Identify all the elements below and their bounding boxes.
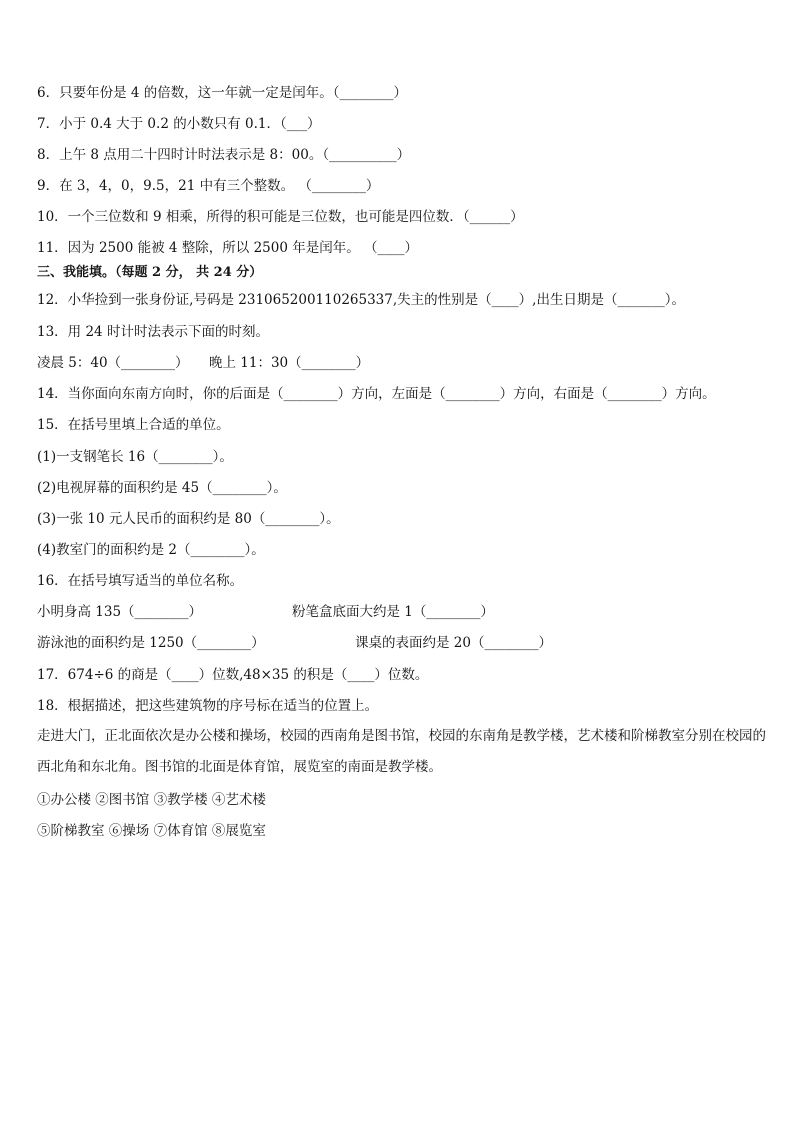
question-13-b: 晚上 11：30（________）	[209, 355, 370, 371]
question-15-2: (2)电视屏幕的面积约是 45（________）。	[37, 480, 287, 496]
section-3-title: 三、我能填。（每题 2 分， 共 24 分）	[37, 265, 263, 280]
question-13-a: 凌晨 5：40（________）	[37, 355, 189, 371]
question-10: 10．一个三位数和 9 相乘，所得的积可能是三位数，也可能是四位数．（______）	[37, 209, 524, 225]
question-15: 15．在括号里填上合适的单位。	[37, 417, 230, 433]
question-9: 9．在 3，4，0，9.5，21 中有三个整数。 （________）	[37, 178, 380, 194]
question-6: 6．只要年份是 4 的倍数，这一年就一定是闰年。（________）	[37, 85, 408, 101]
question-16-a: 小明身高 135（________）	[37, 604, 203, 620]
question-12: 12．小华捡到一张身份证,号码是 231065200110265337,失主的性别是（____）,出生日期是（_______）。	[37, 292, 685, 308]
question-13: 13．用 24 时计时法表示下面的时刻。	[37, 324, 269, 340]
question-11: 11．因为 2500 能被 4 整除，所以 2500 年是闰年。 （____）	[37, 240, 419, 256]
question-18: 18．根据描述，把这些建筑物的序号标在适当的位置上。	[37, 698, 379, 714]
question-18-description: 走进大门，正北面依次是办公楼和操场，校园的西南角是图书馆，校园的东南角是教学楼，艺术楼和阶梯教室分别在校园的西北角和东北角。图书馆的北面是体育馆，展览室的南面是教学楼。	[37, 728, 766, 775]
question-14: 14．当你面向东南方向时，你的后面是（________）方向，左面是（________）方向，右面是（________）方向。	[37, 386, 716, 402]
question-17: 17．674÷6 的商是（____）位数,48×35 的积是（____）位数。	[37, 667, 429, 683]
question-16-c: 游泳池的面积约是 1250（________）	[37, 635, 265, 651]
question-15-4: (4)教室门的面积约是 2（________）。	[37, 542, 265, 558]
question-16-d: 课桌的表面约是 20（________）	[355, 635, 552, 651]
question-8: 8．上午 8 点用二十四时计时法表示是 8：00。（__________）	[37, 147, 411, 163]
question-7: 7．小于 0.4 大于 0.2 的小数只有 0.1．（___）	[37, 116, 321, 132]
question-16: 16．在括号填写适当的单位名称。	[37, 573, 244, 589]
question-18-options-1: ①办公楼 ②图书馆 ③教学楼 ④艺术楼	[37, 792, 266, 808]
question-15-1: (1)一支钢笔长 16（________）。	[37, 449, 233, 465]
question-16-b: 粉笔盒底面大约是 1（________）	[292, 604, 494, 620]
question-15-3: (3)一张 10 元人民币的面积约是 80（________）。	[37, 511, 340, 527]
question-18-options-2: ⑤阶梯教室 ⑥操场 ⑦体育馆 ⑧展览室	[37, 823, 266, 839]
